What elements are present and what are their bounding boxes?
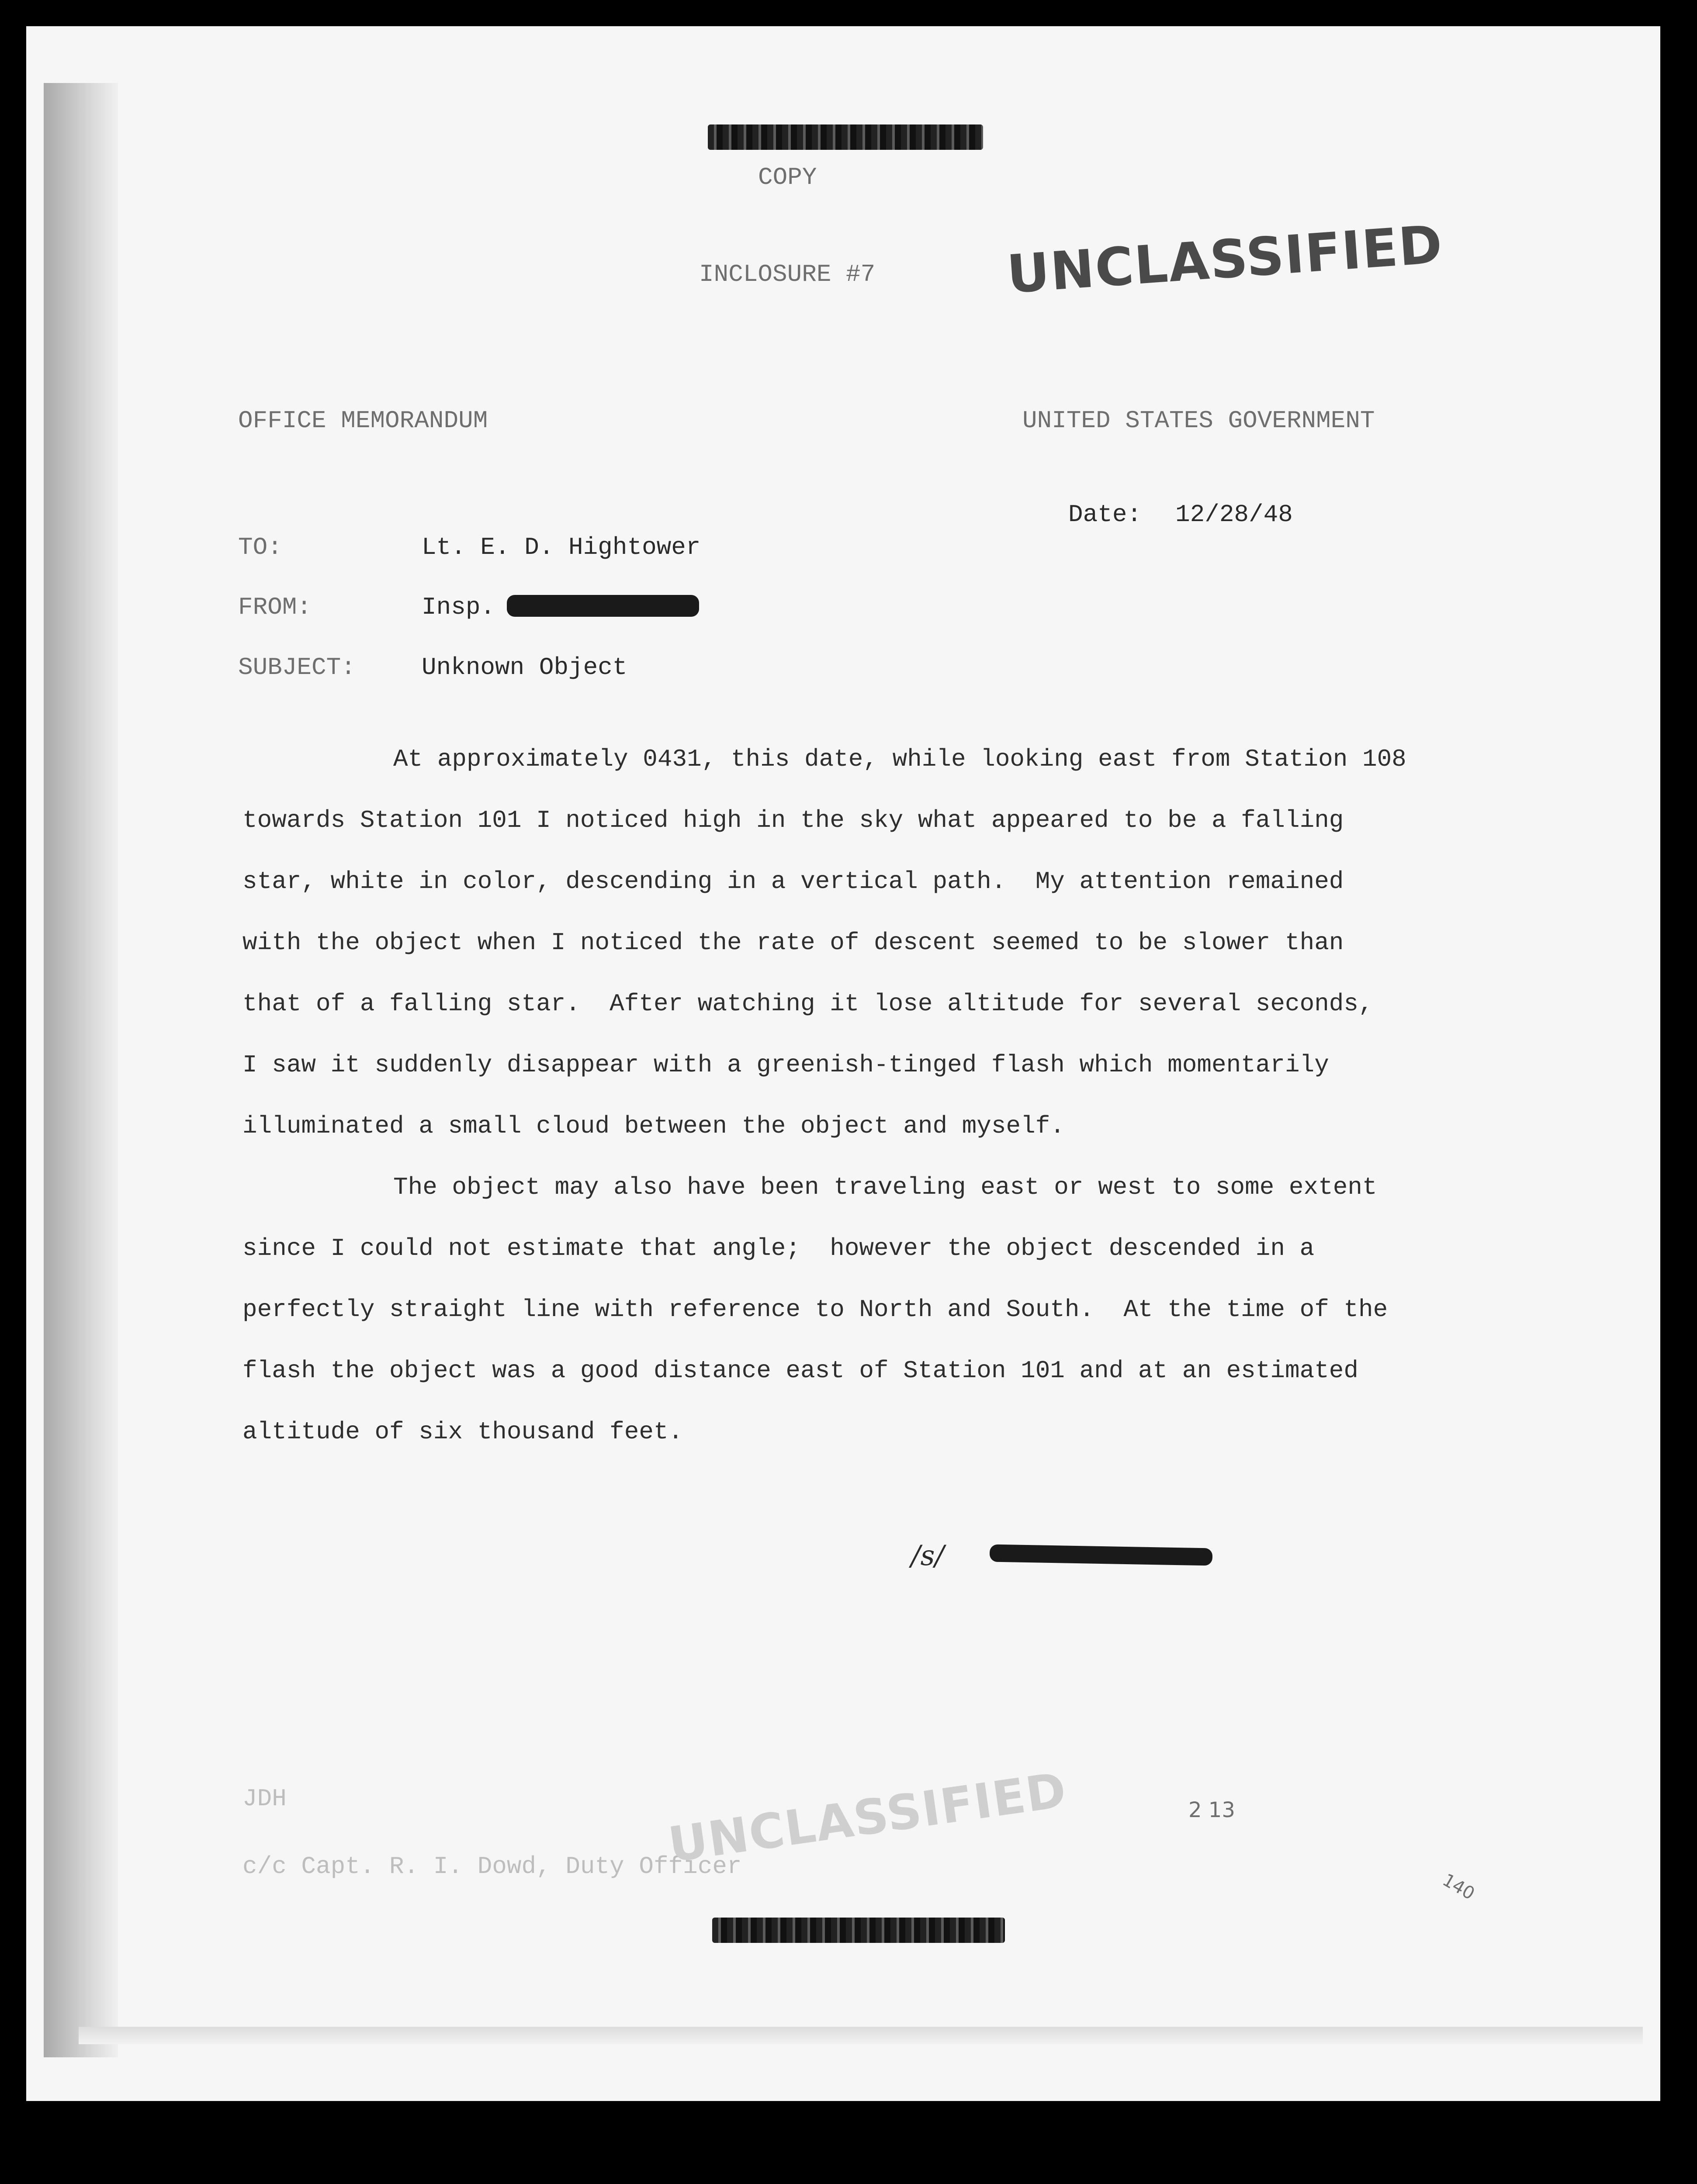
from-value: Insp. <box>422 593 495 621</box>
body-line: perfectly straight line with reference to North and South. At the time of the <box>242 1296 1388 1324</box>
body-line: that of a falling star. After watching it lose altitude for several seconds, <box>242 990 1373 1018</box>
body-line: altitude of six thousand feet. <box>242 1418 683 1446</box>
footer-redaction-bar <box>712 1918 1005 1943</box>
body-line: with the object when I noticed the rate of descent seemed to be slower than <box>242 929 1344 957</box>
body-line: I saw it suddenly disappear with a greenish-tinged flash which momentarily <box>242 1051 1329 1079</box>
from-label: FROM: <box>238 593 312 621</box>
inclosure-label: INCLOSURE #7 <box>699 260 876 288</box>
body-line: illuminated a small cloud between the object and myself. <box>242 1112 1065 1140</box>
body-line: towards Station 101 I noticed high in the sky what appeared to be a falling <box>242 806 1344 834</box>
header-redaction-bar <box>708 124 983 150</box>
handwritten-number: 140 <box>1439 1870 1478 1904</box>
page-mark: 2 13 <box>1188 1798 1235 1822</box>
body-line: star, white in color, descending in a vertical path. My attention remained <box>242 867 1344 895</box>
body-line: flash the object was a good distance east of Station 101 and at an estimated <box>242 1357 1359 1385</box>
subject-value: Unknown Object <box>422 653 627 681</box>
signature-mark: /s/ <box>911 1540 944 1572</box>
to-label: TO: <box>238 533 282 561</box>
body-line: At approximately 0431, this date, while looking east from Station 108 <box>393 745 1406 773</box>
sender-name-redaction <box>507 595 699 617</box>
cc-line: c/c Capt. R. I. Dowd, Duty Officer <box>242 1852 742 1880</box>
page-bottom-edge <box>79 2027 1643 2044</box>
to-value: Lt. E. D. Hightower <box>422 533 701 561</box>
unclassified-stamp: UNCLASSIFIED <box>1005 214 1445 305</box>
memo-type: OFFICE MEMORANDUM <box>238 407 488 435</box>
footer-unclassified-stamp: UNCLASSIFIED <box>665 1762 1070 1873</box>
memo-agency: UNITED STATES GOVERNMENT <box>1022 407 1375 435</box>
typist-initials: JDH <box>242 1785 287 1813</box>
copy-label: COPY <box>758 163 817 191</box>
body-line: since I could not estimate that angle; however the object descended in a <box>242 1234 1315 1262</box>
body-line: The object may also have been traveling east or west to some extent <box>393 1173 1377 1201</box>
date-label: Date: <box>1068 501 1142 529</box>
binding-shadow <box>44 83 118 2057</box>
date-value: 12/28/48 <box>1175 501 1293 529</box>
subject-label: SUBJECT: <box>238 653 356 681</box>
